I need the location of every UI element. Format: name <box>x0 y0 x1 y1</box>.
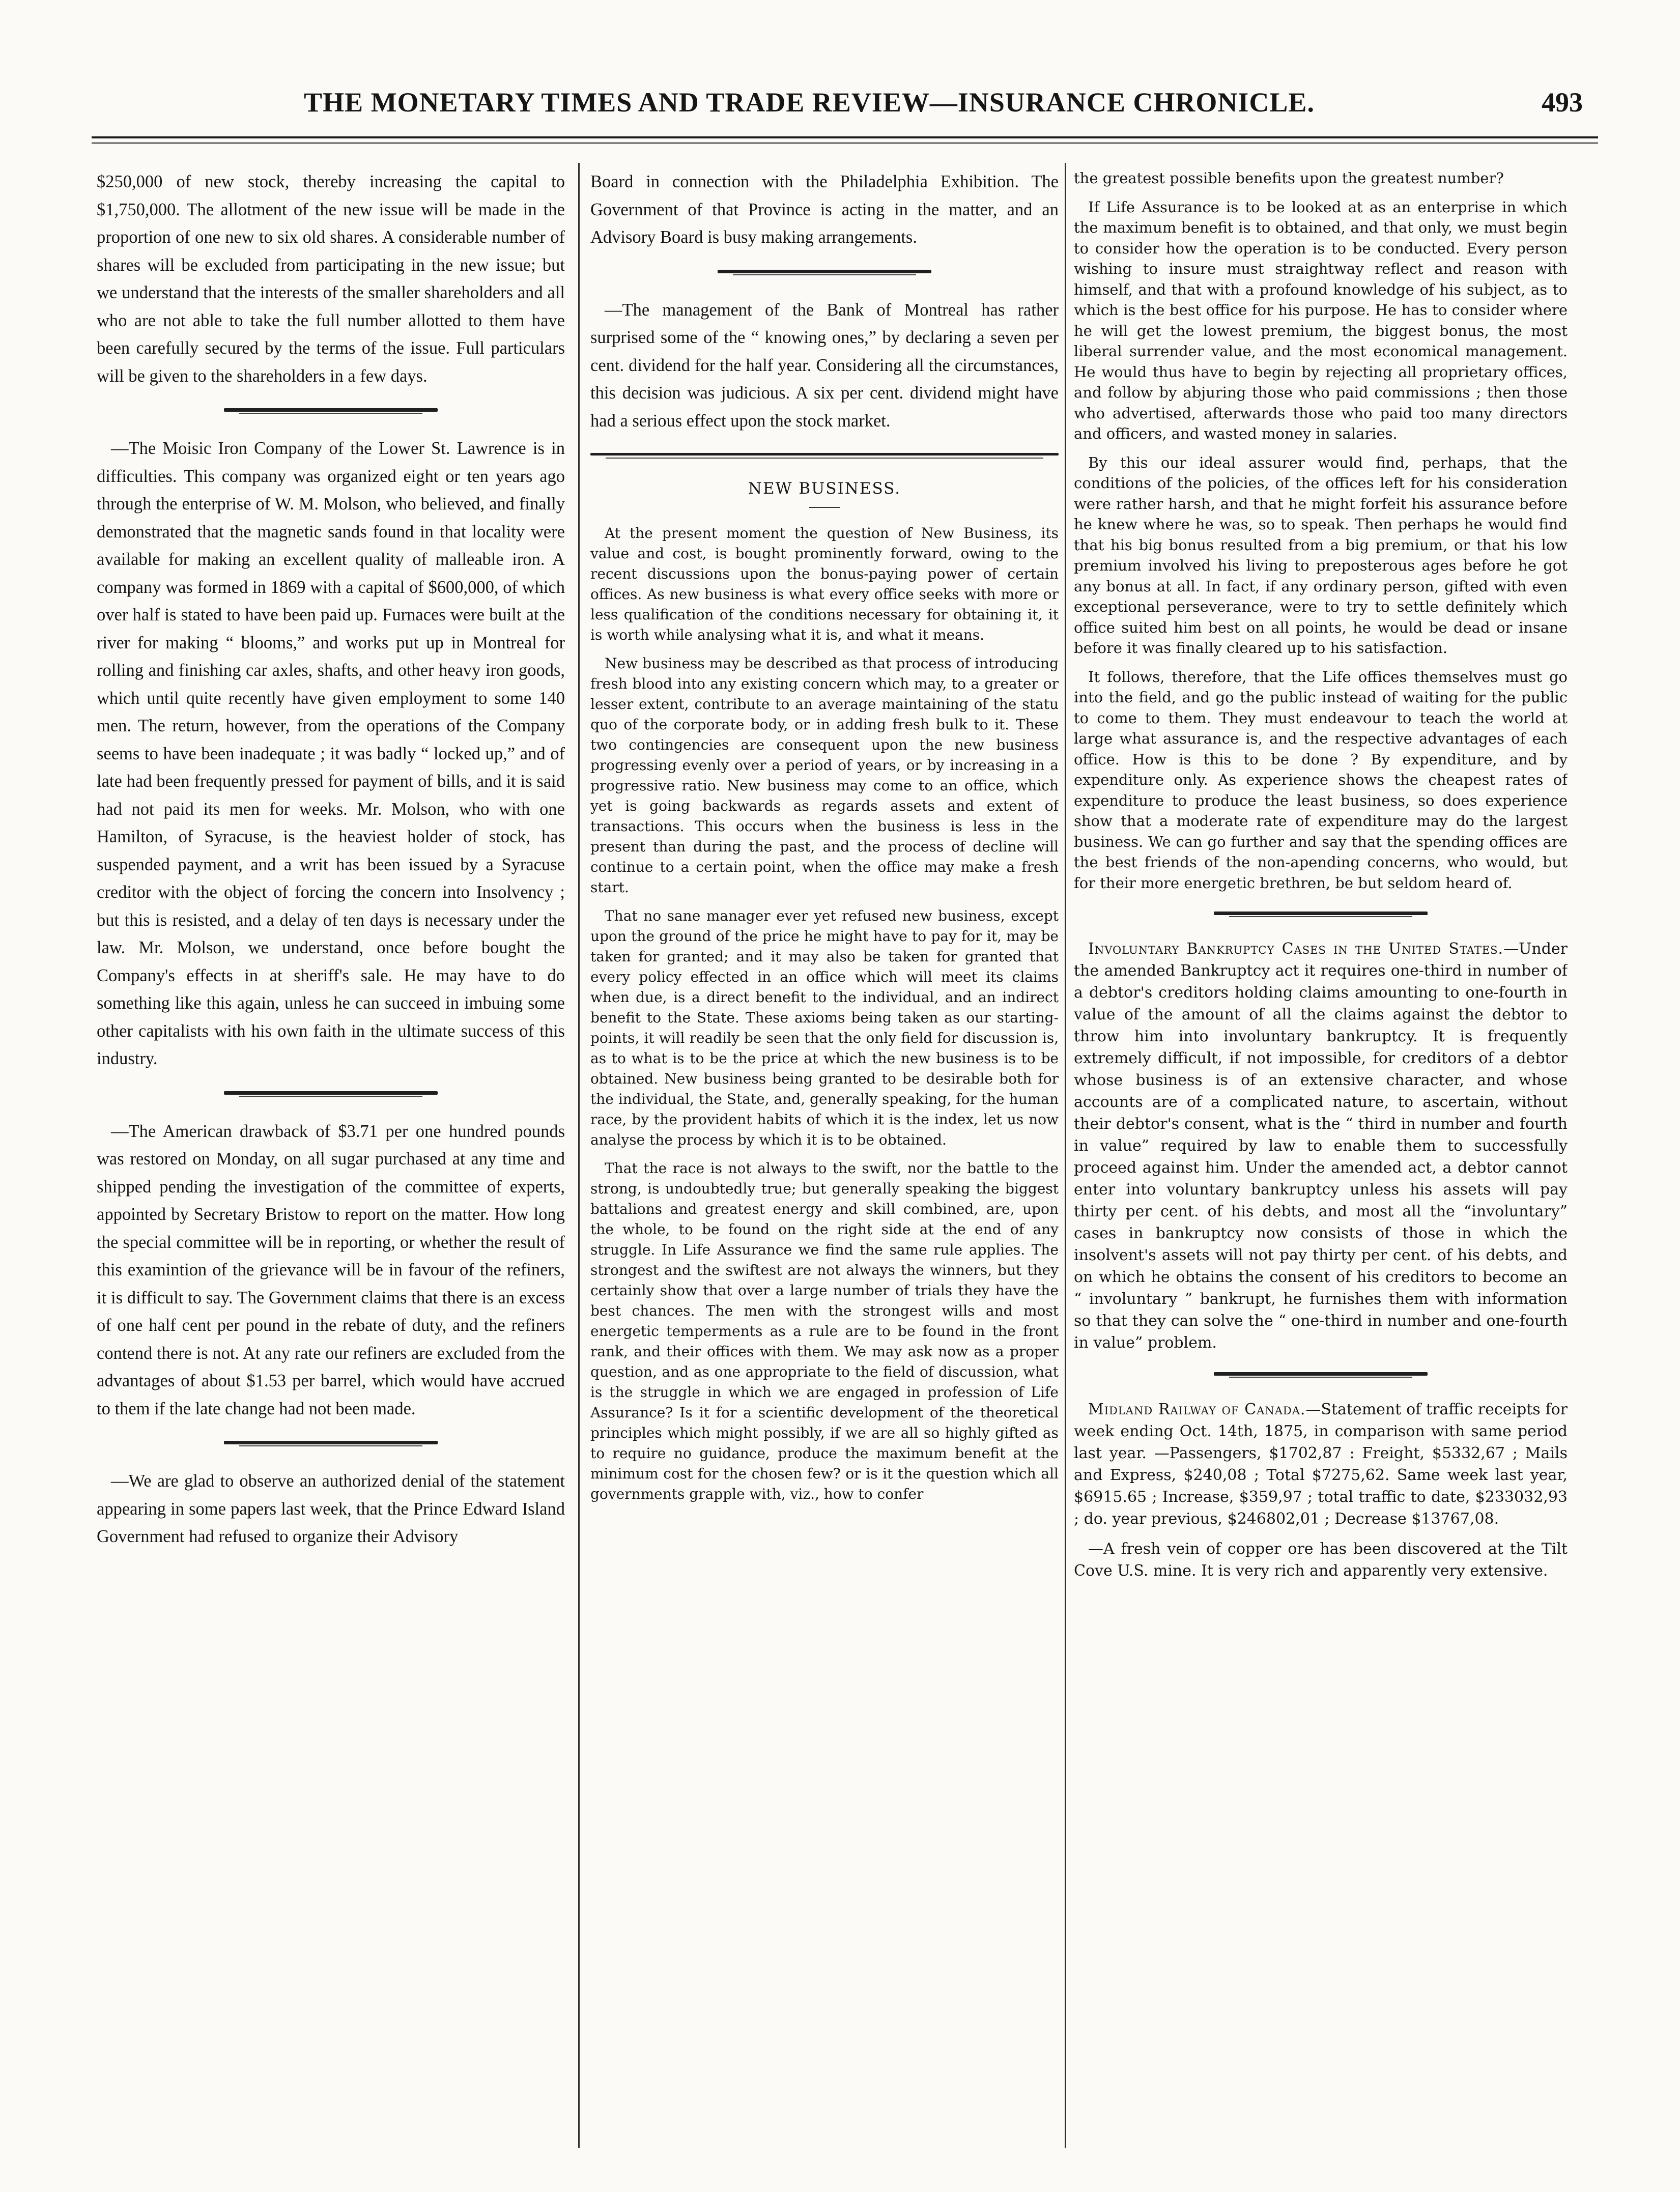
column-divider-1 <box>578 163 580 2148</box>
article-copper-ore: —A fresh vein of copper ore has been discovered at the Tilt Cove U.S. mine. It is very rich and apparently very extensive. <box>1074 1540 1568 1580</box>
column-1 <box>97 168 565 2132</box>
heading-rule <box>809 507 840 508</box>
midland-lead: Midland Railway of Canada. <box>1088 1401 1306 1418</box>
new-business-para-3: That no sane manager ever yet refused new business, except upon the ground of the price he might have to pay for it, may be taken for granted; and it may also be taken for granted that every policy effected in an office which will meet its claims when due, is a direct benefit to the individual, and an indirect benefit to the State. These axioms being taken as our starting-points, it will readily be seen that the only field for discussion is, as to what is to be the price at which the new business is to be obtained. New business being granted to be desirable both for the individual, the State, and, generally speaking, for the human race, by the provident habits of which it is the index, let us now analyse the process by which it is to be obtained. <box>590 907 1059 1148</box>
article-moisic-iron: —The Moisic Iron Company of the Lower St. Lawrence is in difficulties. This company was organized eight or ten years ago through the enterprise of W. M. Molson, who believed, and finally demonstrated that the magnetic sands found in that locality were available for making an excellent quality of malleable iron. A company was formed in 1869 with a capital of $600,000, of which over half is stated to have been paid up. Furnaces were built at the river for making “ blooms,” and works put up in Montreal for rolling and finishing car axles, shafts, and other heavy iron goods, which until quite recently have given employment to some 140 men. The return, however, from the operations of the Company seems to have been inadequate ; it was badly “ locked up,” and of late had been frequently pressed for payment of bills, and it is said had not paid its men for weeks. Mr. Molson, who with one Hamilton, of Syracuse, is the heaviest holder of stock, has suspended payment, and a writ has been issued by a Syracuse creditor with the object of forcing the concern into Insolvency ; but this is resisted, and a delay of ten days is necessary under the law. Mr. Molson, we understand, once before bought the Company's effects in at sheriff's sale. He may have to do something like this again, unless he can succeed in imbuing some other capitalists with his own faith in the ultimate success of this industry. <box>97 439 565 1068</box>
masthead-rule-thin <box>92 143 1598 144</box>
new-business-para-8: It follows, therefore, that the Life offices themselves must go into the field, and go the public instead of waiting for the public to come to them. They must endeavour to teach the world at large what assurance is, and the respective advantages of each office. How is this to be done ? By expenditure, and by expenditure only. As experience shows the cheapest rates of expenditure to produce the least business, so does experience show that a moderate rate of expenditure may do the largest business. We can go further and say that the spending offices are the best friends of the non-apending concerns, who would, but for their more energetic brethren, be but seldom heard of. <box>1074 668 1568 892</box>
new-business-heading: NEW BUSINESS. <box>748 479 901 498</box>
new-business-para-2: New business may be described as that process of introducing fresh blood into any existing concern which may, to a greater or lesser extent, contribute to an average maintaining of the statu quo of the corporate body, or in adding fresh bulk to it. These two contingencies are consequent upon the new business progressing evenly over a period of years, or by increasing in a progressive ratio. New business may come to an office, which yet is going backwards as regards assets and extent of transactions. This occurs when the business is less in the present than during the past, and the process of decline will continue to a certain point, when the office may make a fresh start. <box>590 655 1059 896</box>
new-business-para-5: the greatest possible benefits upon the greatest number? <box>1074 169 1504 187</box>
masthead-rule <box>92 136 1598 138</box>
new-business-para-6: If Life Assurance is to be looked at as an enterprise in which the maximum benefit is to obtained, and that only, we must begin to consider how the operation is to be conducted. Every person wishing to insure must straightway reflect and reason with himself, and that with a profound knowledge of his subject, as to which is the best office for his purpose. He has to consider where he will get the lowest premium, the biggest bonus, the most liberal surrender value, and the most economical management. He would thus have to begin by rejecting all proprietary offices, and follow by abjuring those who paid commissions ; then those who advertised, afterwards those who paid too many directors and officers, and wasted money in salaries. <box>1074 198 1568 442</box>
section-separator <box>224 1441 438 1447</box>
midland-body: —Statement of traffic receipts for week ending Oct. 14th, 1875, in comparison with same period last year. —Passengers, $1702,87 : Freight, $5332,67 ; Mails and Express, $240,08 ; Total $7275,62. Same week last year, $6915.65 ; Increase, $359,97 ; total traffic to date, $233032,93 ; do. year previous, $246802,01 ; Decrease $13767,08. <box>1074 1401 1568 1528</box>
bankruptcy-body: —Under the amended Bankruptcy act it requires one-third in number of a debtor's creditors holding claims amounting to one-fourth in value of the amount of all the claims against the debtor to throw him into involuntary bankruptcy. It is frequently extremely difficult, if not impossible, for creditors of a debtor whose business is of an extensive character, and whose accounts are of a complicated nature, to ascertain, without their debtor's consent, what is the “ third in number and fourth in value” required by law to enable them to successfully proceed against him. Under the amended act, a debtor cannot enter into voluntary bankruptcy unless his assets will pay thirty per cent. of his debts, and most all the “involuntary” cases in bankruptcy now consists of those in which the insolvent's assets will not pay thirty per cent. of his debts, and on which he obtains the consent of his creditors to become an “ involuntary ” bankrupt, he furnishes them with information so that they can solve the “ one-third in number and one-fourth in value” problem. <box>1074 940 1568 1352</box>
article-sugar-drawback: —The American drawback of $3.71 per one hundred pounds was restored on Monday, on all sugar purchased at any time and shipped pending the investigation of the committee of experts, appointed by Secretary Bristow to report on the matter. How long the special committee will be in reporting, or whether the result of this examintion of the grievance will be in favour of the refiners, it is difficult to say. The Government claims that there is an excess of one half cent per pound in the rebate of duty, and the refiners contend there is not. At any rate our refiners are excluded from the advantages of about $1.53 per barrel, which would have accrued to them if the late change had not been made. <box>97 1121 565 1418</box>
bankruptcy-lead: Involuntary Bankruptcy Cases in the United States. <box>1088 940 1504 958</box>
article-bank-montreal: —The management of the Bank of Montreal has rather surprised some of the “ knowing ones,” by declaring a seven per cent. dividend for the half year. Considering all the circumstances, this decision was judicious. A six per cent. dividend might have had a serious effect upon the stock market. <box>590 300 1059 431</box>
masthead-title: THE MONETARY TIMES AND TRADE REVIEW—INSURANCE CHRONICLE. <box>304 87 1315 118</box>
section-separator <box>1214 1372 1428 1378</box>
article-stock-continued: $250,000 of new stock, thereby increasing the capital to $1,750,000. The allotment of the new issue will be made in the proportion of one new to six old shares. A considerable number of shares will be excluded from participating in the new issue; but we understand that the interests of the smaller shareholders and all who are not able to take the full number allotted to them have been carefully secured by the terms of the issue. Full particulars will be given to the shareholders in a few days. <box>97 172 565 386</box>
article-pei-continued: Board in connection with the Philadelphia Exhibition. The Government of that Province is acting in the matter, and an Advisory Board is busy making arrangements. <box>590 172 1059 247</box>
column-2 <box>590 168 1059 2132</box>
article-bankruptcy <box>1074 938 1568 1354</box>
new-business-para-7: By this our ideal assurer would find, perhaps, that the conditions of the policies, of the offices left for his consideration were rather harsh, and that he might forfeit his assurance before he knew where he was, so to speak. Then perhaps he would find that his big bonus resulted from a big premium, or that his low premium involved his living to preposterous ages before he got any bonus at all. In fact, if any ordinary person, gifted with even exceptional perseverance, were to try to settle definitely which office suited him best on all points, he would be dead or insane before it was finally cleared up to his satisfaction. <box>1074 453 1568 657</box>
masthead <box>92 87 1598 127</box>
section-separator <box>718 270 931 276</box>
column-3 <box>1074 168 1568 2132</box>
section-separator-wide <box>590 453 1059 459</box>
new-business-para-4: That the race is not always to the swift, nor the battle to the strong, is undoubtedly true; but generally speaking the biggest battalions and greatest energy and skill combined, are, upon the whole, to be found on the right side at the end of any struggle. In Life Assurance we find the same rule applies. The strongest and the swiftest are not always the winners, but they certainly show that over a large number of trials they have the best chances. The men with the strongest wills and most energetic temperments as a rule are to be found in the front rank, and their offices with them. We may ask now as a proper question, and as one appropriate to the field of discussion, what is the struggle in which we are engaged in profession of Life Assurance? Is it for a scientific development of the theoretical principles which might possibly, if we are all so highly gifted as to require no guidance, produce the maximum benefit at the minimum cost for the chosen few? or is it the question which all governments grapple with, viz., how to confer <box>590 1160 1059 1502</box>
section-separator <box>224 1091 438 1097</box>
article-pei-advisory: —We are glad to observe an authorized denial of the statement appearing in some papers last week, that the Prince Edward Island Government had refused to organize their Advisory <box>97 1471 565 1546</box>
article-midland-railway <box>1074 1399 1568 1530</box>
section-separator <box>1214 912 1428 918</box>
section-separator <box>224 408 438 414</box>
column-divider-2 <box>1065 163 1066 2148</box>
new-business-para-1: At the present moment the question of New Business, its value and cost, is bought prominently forward, owing to the recent discussions upon the bonus-paying power of certain offices. As new business is what every office seeks with more or less qualification of the conditions necessary for obtaining it, it is worth while analysing what it is, and what it means. <box>590 525 1059 643</box>
page-number: 493 <box>1542 87 1583 118</box>
